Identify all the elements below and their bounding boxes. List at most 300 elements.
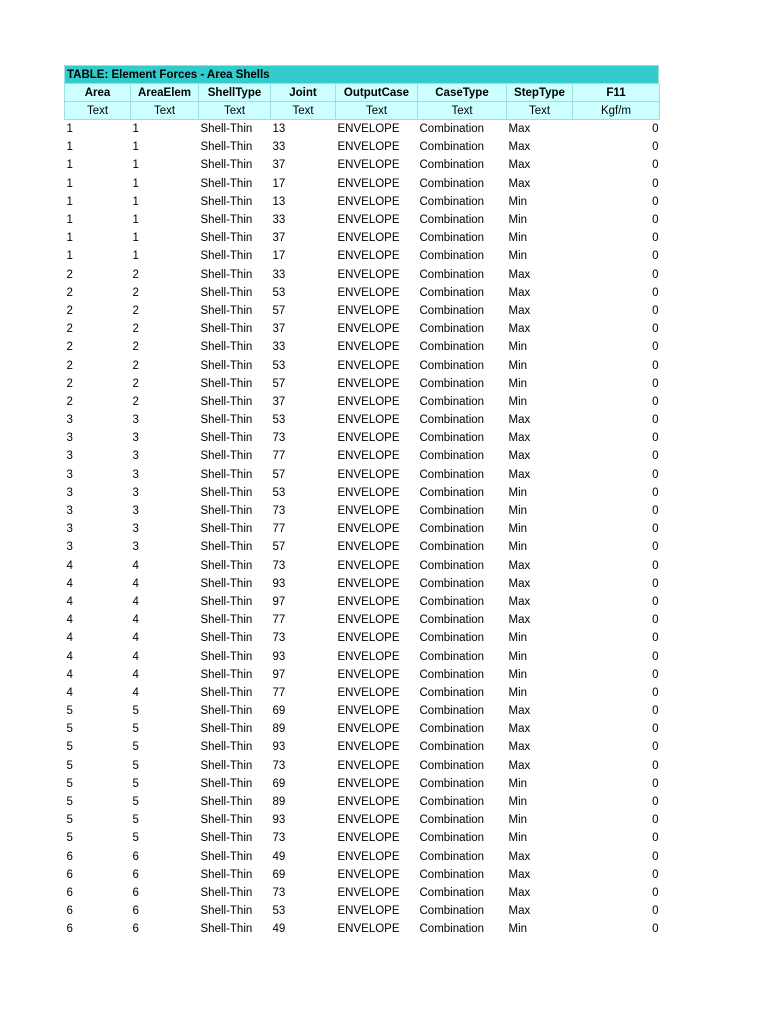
cell-f11[interactable]: 0 [652, 159, 659, 172]
cell-steptype[interactable]: Max [508, 304, 531, 317]
cell-steptype[interactable]: Max [508, 159, 531, 172]
cell-areaelem[interactable]: 3 [132, 523, 139, 536]
cell-casetype[interactable]: Combination [419, 577, 485, 590]
cell-f11[interactable]: 0 [652, 505, 659, 518]
cell-area[interactable]: 4 [66, 614, 73, 627]
cell-outputcase[interactable]: ENVELOPE [337, 159, 400, 172]
cell-outputcase[interactable]: ENVELOPE [337, 850, 400, 863]
cell-steptype[interactable]: Max [508, 450, 531, 463]
cell-steptype[interactable]: Max [508, 595, 531, 608]
cell-area[interactable]: 5 [66, 796, 73, 809]
cell-joint[interactable]: 73 [272, 432, 286, 445]
cell-shelltype[interactable]: Shell-Thin [200, 141, 253, 154]
cell-joint[interactable]: 93 [272, 577, 286, 590]
cell-casetype[interactable]: Combination [419, 323, 485, 336]
unit-shelltype[interactable]: Text [199, 102, 271, 120]
cell-joint[interactable]: 77 [272, 450, 286, 463]
cell-shelltype[interactable]: Shell-Thin [200, 577, 253, 590]
cell-areaelem[interactable]: 6 [132, 923, 139, 936]
cell-area[interactable]: 4 [66, 632, 73, 645]
cell-steptype[interactable]: Min [508, 777, 528, 790]
cell-f11[interactable]: 0 [652, 141, 659, 154]
cell-area[interactable]: 1 [66, 177, 73, 190]
cell-f11[interactable]: 0 [652, 304, 659, 317]
cell-outputcase[interactable]: ENVELOPE [337, 741, 400, 754]
cell-f11[interactable]: 0 [652, 741, 659, 754]
cell-f11[interactable]: 0 [652, 377, 659, 390]
cell-area[interactable]: 3 [66, 486, 73, 499]
cell-steptype[interactable]: Min [508, 832, 528, 845]
cell-area[interactable]: 2 [66, 286, 73, 299]
cell-steptype[interactable]: Min [508, 650, 528, 663]
cell-f11[interactable]: 0 [652, 850, 659, 863]
cell-steptype[interactable]: Max [508, 705, 531, 718]
cell-casetype[interactable]: Combination [419, 777, 485, 790]
cell-area[interactable]: 1 [66, 232, 73, 245]
cell-casetype[interactable]: Combination [419, 177, 485, 190]
cell-areaelem[interactable]: 2 [132, 268, 139, 281]
cell-shelltype[interactable]: Shell-Thin [200, 195, 253, 208]
cell-areaelem[interactable]: 3 [132, 468, 139, 481]
unit-outputcase[interactable]: Text [336, 102, 418, 120]
unit-steptype[interactable]: Text [507, 102, 573, 120]
cell-area[interactable]: 2 [66, 323, 73, 336]
cell-shelltype[interactable]: Shell-Thin [200, 214, 253, 227]
cell-steptype[interactable]: Max [508, 850, 531, 863]
cell-steptype[interactable]: Max [508, 468, 531, 481]
cell-areaelem[interactable]: 5 [132, 796, 139, 809]
cell-steptype[interactable]: Min [508, 395, 528, 408]
cell-outputcase[interactable]: ENVELOPE [337, 377, 400, 390]
cell-joint[interactable]: 77 [272, 523, 286, 536]
cell-casetype[interactable]: Combination [419, 614, 485, 627]
header-shelltype[interactable]: ShellType [199, 84, 271, 102]
cell-casetype[interactable]: Combination [419, 159, 485, 172]
cell-outputcase[interactable]: ENVELOPE [337, 723, 400, 736]
cell-joint[interactable]: 49 [272, 923, 286, 936]
cell-casetype[interactable]: Combination [419, 432, 485, 445]
cell-steptype[interactable]: Max [508, 323, 531, 336]
header-area[interactable]: Area [65, 84, 131, 102]
cell-casetype[interactable]: Combination [419, 414, 485, 427]
cell-steptype[interactable]: Min [508, 505, 528, 518]
cell-steptype[interactable]: Min [508, 214, 528, 227]
cell-areaelem[interactable]: 5 [132, 741, 139, 754]
cell-shelltype[interactable]: Shell-Thin [200, 505, 253, 518]
cell-casetype[interactable]: Combination [419, 923, 485, 936]
cell-joint[interactable]: 69 [272, 868, 286, 881]
cell-areaelem[interactable]: 4 [132, 650, 139, 663]
cell-joint[interactable]: 69 [272, 777, 286, 790]
cell-areaelem[interactable]: 1 [132, 232, 139, 245]
cell-outputcase[interactable]: ENVELOPE [337, 595, 400, 608]
cell-areaelem[interactable]: 6 [132, 886, 139, 899]
cell-casetype[interactable]: Combination [419, 650, 485, 663]
cell-steptype[interactable]: Min [508, 250, 528, 263]
cell-areaelem[interactable]: 2 [132, 286, 139, 299]
cell-f11[interactable]: 0 [652, 468, 659, 481]
cell-casetype[interactable]: Combination [419, 250, 485, 263]
cell-areaelem[interactable]: 3 [132, 505, 139, 518]
cell-outputcase[interactable]: ENVELOPE [337, 341, 400, 354]
cell-steptype[interactable]: Min [508, 232, 528, 245]
cell-outputcase[interactable]: ENVELOPE [337, 559, 400, 572]
cell-steptype[interactable]: Max [508, 614, 531, 627]
cell-steptype[interactable]: Max [508, 577, 531, 590]
cell-shelltype[interactable]: Shell-Thin [200, 232, 253, 245]
cell-outputcase[interactable]: ENVELOPE [337, 886, 400, 899]
cell-area[interactable]: 2 [66, 359, 73, 372]
cell-shelltype[interactable]: Shell-Thin [200, 559, 253, 572]
cell-f11[interactable]: 0 [652, 450, 659, 463]
cell-casetype[interactable]: Combination [419, 523, 485, 536]
cell-areaelem[interactable]: 1 [132, 214, 139, 227]
cell-area[interactable]: 4 [66, 559, 73, 572]
cell-shelltype[interactable]: Shell-Thin [200, 759, 253, 772]
cell-area[interactable]: 3 [66, 541, 73, 554]
cell-areaelem[interactable]: 1 [132, 141, 139, 154]
cell-f11[interactable]: 0 [652, 541, 659, 554]
cell-outputcase[interactable]: ENVELOPE [337, 395, 400, 408]
cell-shelltype[interactable]: Shell-Thin [200, 268, 253, 281]
cell-joint[interactable]: 73 [272, 759, 286, 772]
cell-casetype[interactable]: Combination [419, 668, 485, 681]
cell-areaelem[interactable]: 4 [132, 686, 139, 699]
cell-area[interactable]: 6 [66, 886, 73, 899]
cell-areaelem[interactable]: 1 [132, 250, 139, 263]
cell-joint[interactable]: 53 [272, 359, 286, 372]
cell-area[interactable]: 3 [66, 414, 73, 427]
cell-area[interactable]: 5 [66, 741, 73, 754]
cell-outputcase[interactable]: ENVELOPE [337, 414, 400, 427]
cell-shelltype[interactable]: Shell-Thin [200, 741, 253, 754]
cell-f11[interactable]: 0 [652, 595, 659, 608]
cell-steptype[interactable]: Min [508, 341, 528, 354]
cell-joint[interactable]: 77 [272, 686, 286, 699]
cell-casetype[interactable]: Combination [419, 905, 485, 918]
cell-casetype[interactable]: Combination [419, 850, 485, 863]
cell-outputcase[interactable]: ENVELOPE [337, 832, 400, 845]
cell-joint[interactable]: 93 [272, 741, 286, 754]
cell-casetype[interactable]: Combination [419, 304, 485, 317]
cell-f11[interactable]: 0 [652, 432, 659, 445]
unit-areaelem[interactable]: Text [131, 102, 199, 120]
cell-shelltype[interactable]: Shell-Thin [200, 286, 253, 299]
cell-outputcase[interactable]: ENVELOPE [337, 541, 400, 554]
cell-steptype[interactable]: Max [508, 905, 531, 918]
cell-areaelem[interactable]: 4 [132, 614, 139, 627]
cell-f11[interactable]: 0 [652, 559, 659, 572]
cell-areaelem[interactable]: 2 [132, 323, 139, 336]
cell-areaelem[interactable]: 1 [132, 123, 139, 136]
cell-outputcase[interactable]: ENVELOPE [337, 868, 400, 881]
cell-f11[interactable]: 0 [652, 523, 659, 536]
cell-casetype[interactable]: Combination [419, 886, 485, 899]
cell-shelltype[interactable]: Shell-Thin [200, 450, 253, 463]
cell-f11[interactable]: 0 [652, 195, 659, 208]
cell-casetype[interactable]: Combination [419, 232, 485, 245]
cell-areaelem[interactable]: 3 [132, 432, 139, 445]
cell-joint[interactable]: 89 [272, 723, 286, 736]
cell-shelltype[interactable]: Shell-Thin [200, 159, 253, 172]
cell-f11[interactable]: 0 [652, 632, 659, 645]
cell-area[interactable]: 4 [66, 668, 73, 681]
cell-f11[interactable]: 0 [652, 577, 659, 590]
cell-outputcase[interactable]: ENVELOPE [337, 686, 400, 699]
cell-area[interactable]: 5 [66, 723, 73, 736]
cell-area[interactable]: 1 [66, 195, 73, 208]
cell-outputcase[interactable]: ENVELOPE [337, 614, 400, 627]
header-outputcase[interactable]: OutputCase [336, 84, 418, 102]
cell-area[interactable]: 2 [66, 304, 73, 317]
cell-shelltype[interactable]: Shell-Thin [200, 723, 253, 736]
cell-casetype[interactable]: Combination [419, 377, 485, 390]
cell-f11[interactable]: 0 [652, 486, 659, 499]
cell-areaelem[interactable]: 3 [132, 541, 139, 554]
cell-shelltype[interactable]: Shell-Thin [200, 705, 253, 718]
cell-areaelem[interactable]: 3 [132, 414, 139, 427]
cell-f11[interactable]: 0 [652, 323, 659, 336]
cell-shelltype[interactable]: Shell-Thin [200, 486, 253, 499]
unit-casetype[interactable]: Text [418, 102, 507, 120]
cell-areaelem[interactable]: 2 [132, 304, 139, 317]
cell-area[interactable]: 2 [66, 395, 73, 408]
cell-outputcase[interactable]: ENVELOPE [337, 505, 400, 518]
cell-steptype[interactable]: Max [508, 414, 531, 427]
cell-steptype[interactable]: Max [508, 559, 531, 572]
cell-f11[interactable]: 0 [652, 414, 659, 427]
cell-casetype[interactable]: Combination [419, 359, 485, 372]
cell-f11[interactable]: 0 [652, 705, 659, 718]
cell-shelltype[interactable]: Shell-Thin [200, 414, 253, 427]
cell-steptype[interactable]: Min [508, 377, 528, 390]
cell-shelltype[interactable]: Shell-Thin [200, 632, 253, 645]
cell-casetype[interactable]: Combination [419, 541, 485, 554]
cell-casetype[interactable]: Combination [419, 468, 485, 481]
cell-steptype[interactable]: Max [508, 886, 531, 899]
header-joint[interactable]: Joint [271, 84, 336, 102]
cell-casetype[interactable]: Combination [419, 796, 485, 809]
cell-area[interactable]: 1 [66, 123, 73, 136]
cell-steptype[interactable]: Min [508, 668, 528, 681]
cell-shelltype[interactable]: Shell-Thin [200, 341, 253, 354]
cell-outputcase[interactable]: ENVELOPE [337, 323, 400, 336]
cell-f11[interactable]: 0 [652, 832, 659, 845]
cell-area[interactable]: 6 [66, 868, 73, 881]
cell-areaelem[interactable]: 3 [132, 486, 139, 499]
cell-shelltype[interactable]: Shell-Thin [200, 905, 253, 918]
cell-shelltype[interactable]: Shell-Thin [200, 304, 253, 317]
cell-casetype[interactable]: Combination [419, 741, 485, 754]
cell-areaelem[interactable]: 5 [132, 832, 139, 845]
cell-area[interactable]: 5 [66, 759, 73, 772]
cell-outputcase[interactable]: ENVELOPE [337, 250, 400, 263]
cell-areaelem[interactable]: 3 [132, 450, 139, 463]
cell-f11[interactable]: 0 [652, 395, 659, 408]
cell-joint[interactable]: 49 [272, 850, 286, 863]
cell-f11[interactable]: 0 [652, 341, 659, 354]
cell-area[interactable]: 1 [66, 159, 73, 172]
cell-steptype[interactable]: Max [508, 868, 531, 881]
cell-shelltype[interactable]: Shell-Thin [200, 377, 253, 390]
cell-casetype[interactable]: Combination [419, 832, 485, 845]
cell-area[interactable]: 1 [66, 214, 73, 227]
cell-steptype[interactable]: Min [508, 923, 528, 936]
cell-f11[interactable]: 0 [652, 814, 659, 827]
cell-joint[interactable]: 13 [272, 123, 286, 136]
cell-f11[interactable]: 0 [652, 232, 659, 245]
cell-outputcase[interactable]: ENVELOPE [337, 304, 400, 317]
cell-f11[interactable]: 0 [652, 614, 659, 627]
cell-areaelem[interactable]: 6 [132, 868, 139, 881]
cell-shelltype[interactable]: Shell-Thin [200, 668, 253, 681]
cell-shelltype[interactable]: Shell-Thin [200, 395, 253, 408]
cell-shelltype[interactable]: Shell-Thin [200, 886, 253, 899]
cell-casetype[interactable]: Combination [419, 214, 485, 227]
cell-areaelem[interactable]: 2 [132, 395, 139, 408]
cell-joint[interactable]: 93 [272, 814, 286, 827]
cell-outputcase[interactable]: ENVELOPE [337, 486, 400, 499]
cell-shelltype[interactable]: Shell-Thin [200, 777, 253, 790]
cell-casetype[interactable]: Combination [419, 450, 485, 463]
cell-steptype[interactable]: Max [508, 432, 531, 445]
cell-steptype[interactable]: Min [508, 541, 528, 554]
cell-joint[interactable]: 33 [272, 214, 286, 227]
cell-joint[interactable]: 97 [272, 595, 286, 608]
cell-steptype[interactable]: Min [508, 814, 528, 827]
cell-shelltype[interactable]: Shell-Thin [200, 614, 253, 627]
cell-outputcase[interactable]: ENVELOPE [337, 523, 400, 536]
cell-casetype[interactable]: Combination [419, 868, 485, 881]
cell-joint[interactable]: 33 [272, 141, 286, 154]
cell-casetype[interactable]: Combination [419, 141, 485, 154]
cell-areaelem[interactable]: 2 [132, 359, 139, 372]
cell-casetype[interactable]: Combination [419, 632, 485, 645]
cell-steptype[interactable]: Max [508, 177, 531, 190]
cell-area[interactable]: 6 [66, 905, 73, 918]
cell-joint[interactable]: 53 [272, 905, 286, 918]
cell-f11[interactable]: 0 [652, 923, 659, 936]
cell-f11[interactable]: 0 [652, 868, 659, 881]
cell-shelltype[interactable]: Shell-Thin [200, 323, 253, 336]
cell-areaelem[interactable]: 5 [132, 723, 139, 736]
cell-f11[interactable]: 0 [652, 123, 659, 136]
cell-casetype[interactable]: Combination [419, 814, 485, 827]
cell-areaelem[interactable]: 5 [132, 777, 139, 790]
cell-shelltype[interactable]: Shell-Thin [200, 650, 253, 663]
cell-f11[interactable]: 0 [652, 650, 659, 663]
cell-shelltype[interactable]: Shell-Thin [200, 814, 253, 827]
cell-steptype[interactable]: Min [508, 486, 528, 499]
cell-f11[interactable]: 0 [652, 177, 659, 190]
cell-casetype[interactable]: Combination [419, 195, 485, 208]
cell-outputcase[interactable]: ENVELOPE [337, 232, 400, 245]
cell-joint[interactable]: 73 [272, 559, 286, 572]
unit-f11[interactable]: Kgf/m [573, 102, 660, 120]
cell-steptype[interactable]: Max [508, 268, 531, 281]
cell-outputcase[interactable]: ENVELOPE [337, 577, 400, 590]
cell-steptype[interactable]: Max [508, 741, 531, 754]
cell-areaelem[interactable]: 5 [132, 705, 139, 718]
cell-areaelem[interactable]: 6 [132, 905, 139, 918]
cell-steptype[interactable]: Max [508, 286, 531, 299]
cell-areaelem[interactable]: 1 [132, 177, 139, 190]
cell-outputcase[interactable]: ENVELOPE [337, 177, 400, 190]
cell-area[interactable]: 2 [66, 341, 73, 354]
cell-joint[interactable]: 97 [272, 668, 286, 681]
cell-area[interactable]: 5 [66, 777, 73, 790]
cell-outputcase[interactable]: ENVELOPE [337, 141, 400, 154]
cell-f11[interactable]: 0 [652, 668, 659, 681]
cell-joint[interactable]: 53 [272, 286, 286, 299]
cell-joint[interactable]: 37 [272, 323, 286, 336]
cell-outputcase[interactable]: ENVELOPE [337, 705, 400, 718]
cell-f11[interactable]: 0 [652, 796, 659, 809]
cell-f11[interactable]: 0 [652, 359, 659, 372]
cell-casetype[interactable]: Combination [419, 686, 485, 699]
cell-outputcase[interactable]: ENVELOPE [337, 286, 400, 299]
cell-joint[interactable]: 73 [272, 832, 286, 845]
cell-area[interactable]: 3 [66, 505, 73, 518]
cell-casetype[interactable]: Combination [419, 123, 485, 136]
unit-joint[interactable]: Text [271, 102, 336, 120]
header-steptype[interactable]: StepType [507, 84, 573, 102]
unit-area[interactable]: Text [65, 102, 131, 120]
cell-f11[interactable]: 0 [652, 250, 659, 263]
cell-f11[interactable]: 0 [652, 886, 659, 899]
cell-area[interactable]: 5 [66, 705, 73, 718]
cell-casetype[interactable]: Combination [419, 595, 485, 608]
cell-casetype[interactable]: Combination [419, 395, 485, 408]
cell-outputcase[interactable]: ENVELOPE [337, 759, 400, 772]
cell-shelltype[interactable]: Shell-Thin [200, 541, 253, 554]
cell-shelltype[interactable]: Shell-Thin [200, 850, 253, 863]
cell-outputcase[interactable]: ENVELOPE [337, 359, 400, 372]
cell-joint[interactable]: 57 [272, 468, 286, 481]
cell-f11[interactable]: 0 [652, 686, 659, 699]
cell-area[interactable]: 3 [66, 450, 73, 463]
cell-outputcase[interactable]: ENVELOPE [337, 432, 400, 445]
cell-areaelem[interactable]: 2 [132, 341, 139, 354]
cell-steptype[interactable]: Max [508, 759, 531, 772]
cell-areaelem[interactable]: 1 [132, 159, 139, 172]
cell-joint[interactable]: 53 [272, 414, 286, 427]
cell-area[interactable]: 4 [66, 686, 73, 699]
cell-shelltype[interactable]: Shell-Thin [200, 359, 253, 372]
cell-joint[interactable]: 89 [272, 796, 286, 809]
cell-joint[interactable]: 57 [272, 377, 286, 390]
cell-area[interactable]: 1 [66, 141, 73, 154]
cell-outputcase[interactable]: ENVELOPE [337, 468, 400, 481]
cell-areaelem[interactable]: 4 [132, 577, 139, 590]
cell-f11[interactable]: 0 [652, 759, 659, 772]
cell-areaelem[interactable]: 5 [132, 759, 139, 772]
cell-areaelem[interactable]: 4 [132, 559, 139, 572]
cell-outputcase[interactable]: ENVELOPE [337, 195, 400, 208]
cell-steptype[interactable]: Min [508, 523, 528, 536]
cell-outputcase[interactable]: ENVELOPE [337, 905, 400, 918]
cell-outputcase[interactable]: ENVELOPE [337, 632, 400, 645]
cell-f11[interactable]: 0 [652, 905, 659, 918]
cell-casetype[interactable]: Combination [419, 268, 485, 281]
header-casetype[interactable]: CaseType [418, 84, 507, 102]
cell-outputcase[interactable]: ENVELOPE [337, 214, 400, 227]
cell-joint[interactable]: 33 [272, 268, 286, 281]
cell-shelltype[interactable]: Shell-Thin [200, 686, 253, 699]
cell-shelltype[interactable]: Shell-Thin [200, 523, 253, 536]
cell-casetype[interactable]: Combination [419, 705, 485, 718]
cell-area[interactable]: 6 [66, 850, 73, 863]
